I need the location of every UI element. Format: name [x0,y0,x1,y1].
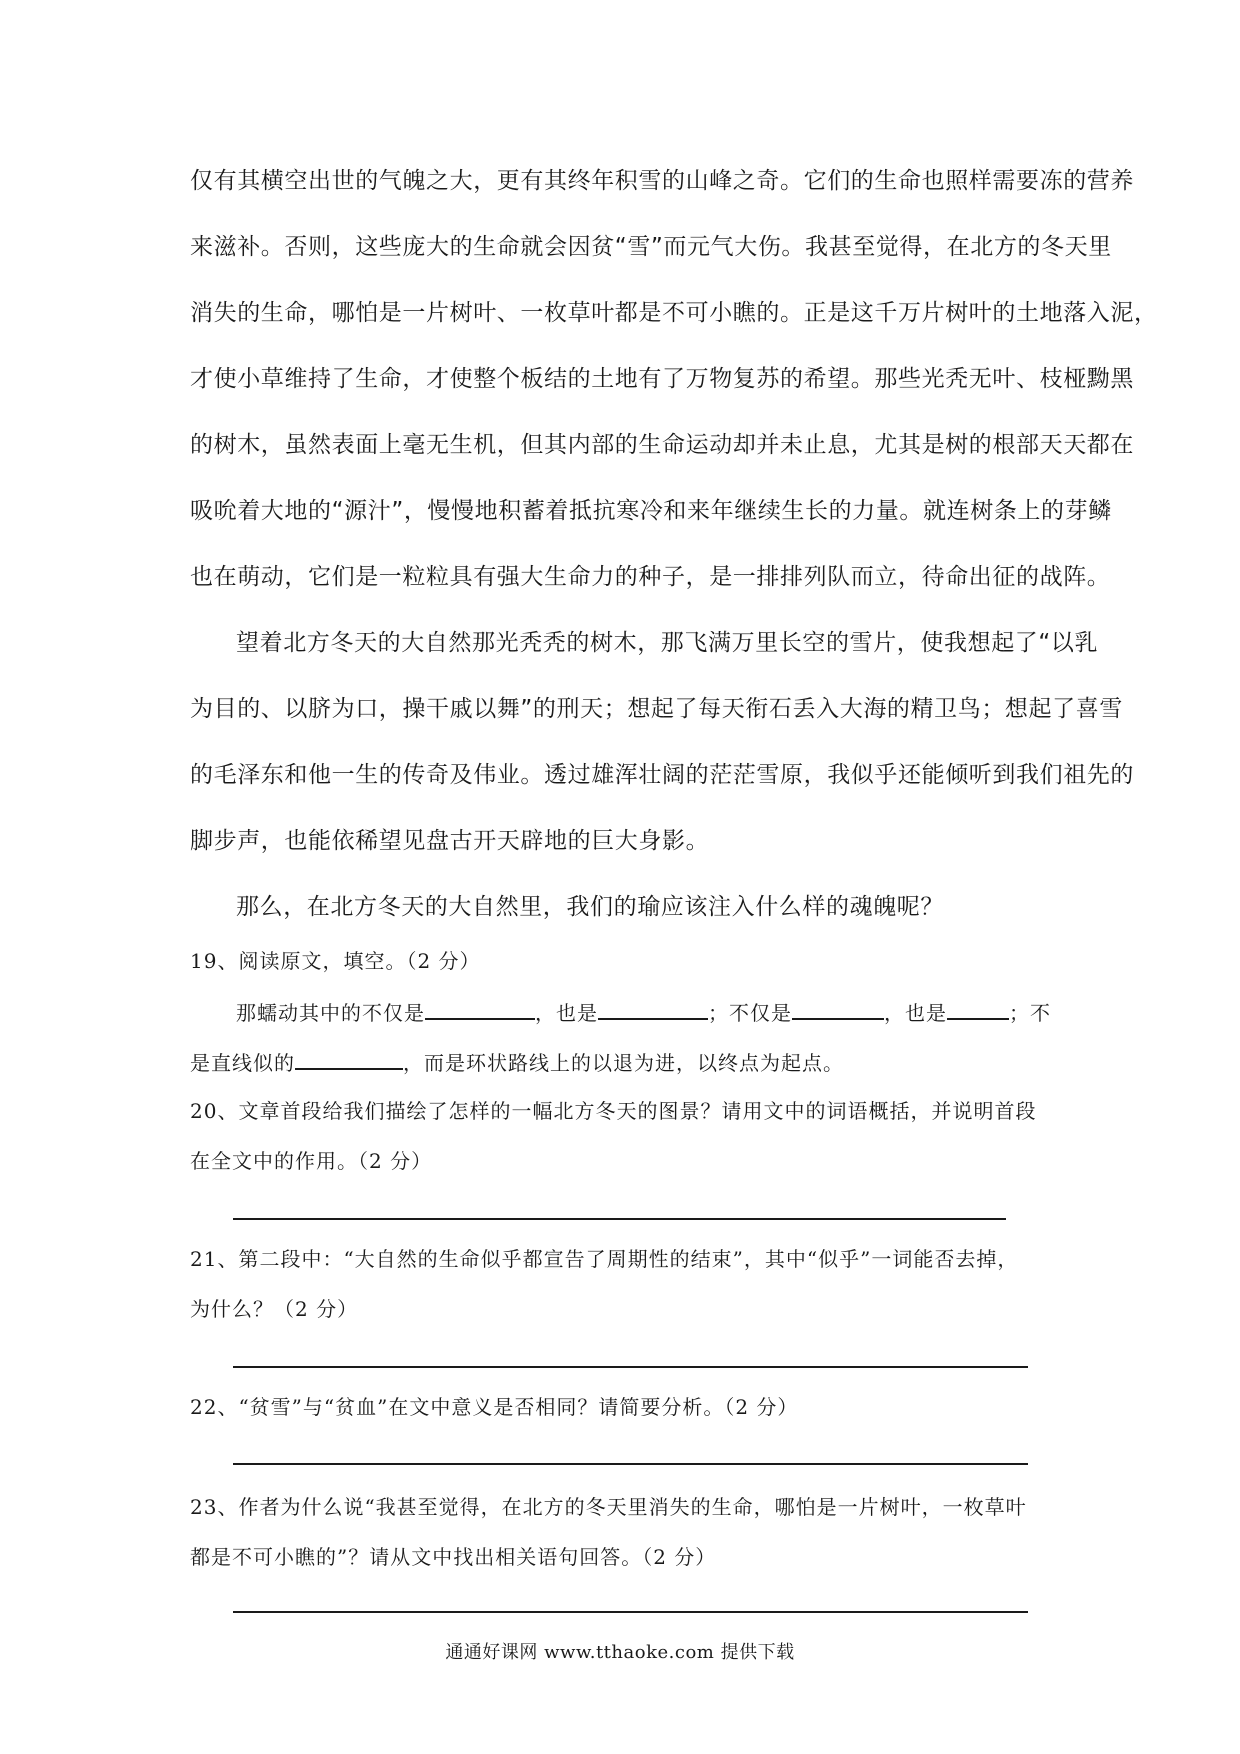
q23-line2: 都是不可小瞧的”？请从文中找出相关语句回答。（2 分） [190,1545,717,1569]
passage-line-5: 的树木，虽然表面上毫无生机，但其内部的生命运动却并未止息，尤其是树的根部天天都在 [190,432,1134,458]
q19-line1-e: ；不 [1009,1001,1051,1025]
passage-line-6: 吸吮着大地的“源汁”，慢慢地积蓄着抵抗寒冷和来年继续生长的力量。就连树条上的芽鳞 [190,498,1112,524]
passage-line-2: 来滋补。否则，这些庞大的生命就会因贫“雪”而元气大伤。我甚至觉得，在北方的冬天里 [190,234,1112,260]
q19-line1-b: ，也是 [535,1001,598,1025]
q19-line2-a: 是直线似的 [190,1051,295,1075]
q19-line2 [190,1046,844,1078]
q19-line1-c: ；不仅是 [708,1001,792,1025]
q20-line1: 20、文章首段给我们描绘了怎样的一幅北方冬天的图景？请用文中的词语概括，并说明首段 [190,1099,1037,1123]
q22-line1: 22、“贫雪”与“贫血”在文中意义是否相同？请简要分析。（2 分） [190,1395,799,1419]
q20-answer-line[interactable] [233,1218,1006,1220]
q19-blank-3[interactable] [792,996,884,1020]
q23-answer-line[interactable] [233,1611,1028,1613]
passage-line-7: 也在萌动，它们是一粒粒具有强大生命力的种子，是一排排列队而立，待命出征的战阵。 [190,564,1111,590]
page-footer: 通通好课网 www.tthaoke.com 提供下载 [445,1642,795,1663]
passage-line-3: 消失的生命，哪怕是一片树叶、一枚草叶都是不可小瞧的。正是这千万片树叶的土地落入泥， [190,300,1158,326]
passage-line-11: 脚步声，也能依稀望见盘古开天辟地的巨大身影。 [190,828,710,854]
passage-line-9: 为目的、以脐为口，操干戚以舞”的刑天；想起了每天衔石丢入大海的精卫鸟；想起了喜雪 [190,696,1123,722]
passage-line-1: 仅有其横空出世的气魄之大，更有其终年积雪的山峰之奇。它们的生命也照样需要冻的营养 [190,168,1134,194]
q19-line2-b: ，而是环状路线上的以退为进，以终点为起点。 [403,1051,844,1075]
q21-line1: 21、第二段中：“大自然的生命似乎都宣告了周期性的结束”，其中“似乎”一词能否去掉， [190,1247,1019,1271]
q21-answer-line[interactable] [233,1366,1028,1368]
q19-blank-1[interactable] [425,996,535,1020]
passage-line-8: 望着北方冬天的大自然那光秃秃的树木，那飞满万里长空的雪片，使我想起了“以乳 [236,630,1099,656]
q19-line1-a: 那蠕动其中的不仅是 [236,1001,425,1025]
passage-line-12: 那么，在北方冬天的大自然里，我们的瑜应该注入什么样的魂魄呢？ [236,894,944,920]
q19-line1 [236,996,1051,1028]
q21-line2: 为什么？（2 分） [190,1297,359,1321]
q19-blank-2[interactable] [598,996,708,1020]
passage-line-4: 才使小草维持了生命，才使整个板结的土地有了万物复苏的希望。那些光秃无叶、枝桠黝黑 [190,366,1134,392]
q19-title: 19、阅读原文，填空。（2 分） [190,949,481,973]
q23-line1: 23、作者为什么说“我甚至觉得，在北方的冬天里消失的生命，哪怕是一片树叶，一枚草叶 [190,1495,1027,1519]
q20-line2: 在全文中的作用。（2 分） [190,1149,433,1173]
q19-blank-5[interactable] [295,1046,403,1070]
q22-answer-line[interactable] [233,1463,1028,1465]
passage-line-10: 的毛泽东和他一生的传奇及伟业。透过雄浑壮阔的茫茫雪原，我似乎还能倾听到我们祖先的 [190,762,1134,788]
q19-blank-4[interactable] [947,996,1009,1020]
q19-line1-d: ，也是 [884,1001,947,1025]
